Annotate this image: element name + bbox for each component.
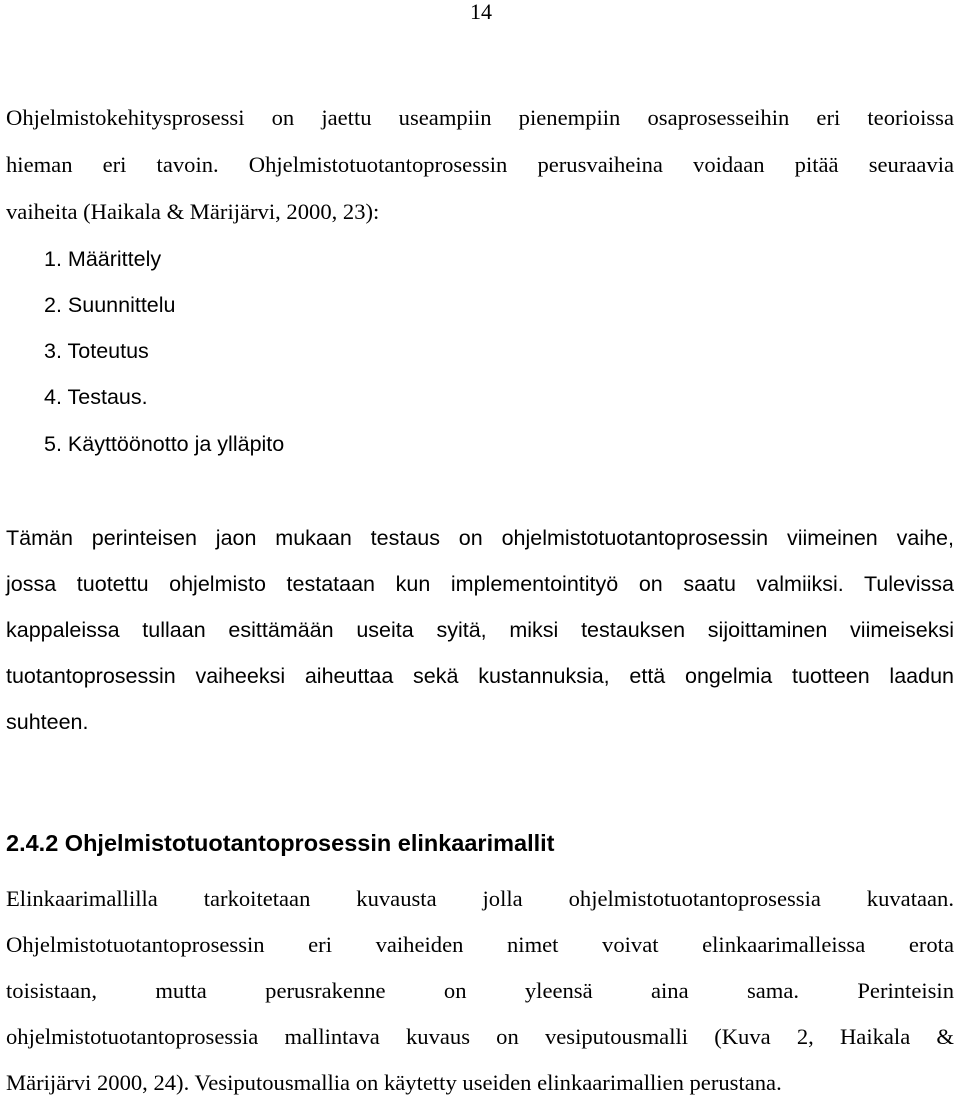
text-line: Ohjelmistokehitysprosessi on jaettu useampiin pienempiin osaprosesseihin eri teorioissa <box>6 105 954 130</box>
section-heading: 2.4.2 Ohjelmistotuotantoprosessin elinkaarimallit <box>6 830 555 856</box>
text-line: tuotantoprosessin vaiheeksi aiheuttaa sekä kustannuksia, että ongelmia tuotteen laadun <box>6 664 954 688</box>
list-item: 1. Määrittely <box>44 247 162 271</box>
text-line: Elinkaarimallilla tarkoitetaan kuvausta jolla ohjelmistotuotantoprosessia kuvataan. <box>6 886 954 911</box>
text-line: vaiheita (Haikala & Märijärvi, 2000, 23): <box>6 199 380 224</box>
list-item: 5. Käyttöönotto ja ylläpito <box>44 432 285 456</box>
list-item: 4. Testaus. <box>44 385 148 409</box>
text-line: Märijärvi 2000, 24). Vesiputousmallia on käytetty useiden elinkaarimallien perustana. <box>6 1070 782 1095</box>
text-line: kappaleissa tullaan esittämään useita syitä, miksi testauksen sijoittaminen viimeiseksi <box>6 618 954 642</box>
list-item: 3. Toteutus <box>44 339 149 363</box>
text-line: jossa tuotettu ohjelmisto testataan kun implementointityö on saatu valmiiksi. Tulevissa <box>6 572 954 596</box>
text-line: Tämän perinteisen jaon mukaan testaus on ohjelmistotuotantoprosessin viimeinen vaihe, <box>6 526 954 550</box>
text-line: Ohjelmistotuotantoprosessin eri vaiheiden nimet voivat elinkaarimalleissa erota <box>6 932 954 957</box>
text-line: toisistaan, mutta perusrakenne on yleensä aina sama. Perinteisin <box>6 978 954 1003</box>
text-line: suhteen. <box>6 710 89 734</box>
page-number: 14 <box>470 0 492 24</box>
list-item: 2. Suunnittelu <box>44 293 176 317</box>
text-line: ohjelmistotuotantoprosessia mallintava kuvaus on vesiputousmalli (Kuva 2, Haikala & <box>6 1024 954 1049</box>
text-line: hieman eri tavoin. Ohjelmistotuotantoprosessin perusvaiheina voidaan pitää seuraavia <box>6 152 954 177</box>
